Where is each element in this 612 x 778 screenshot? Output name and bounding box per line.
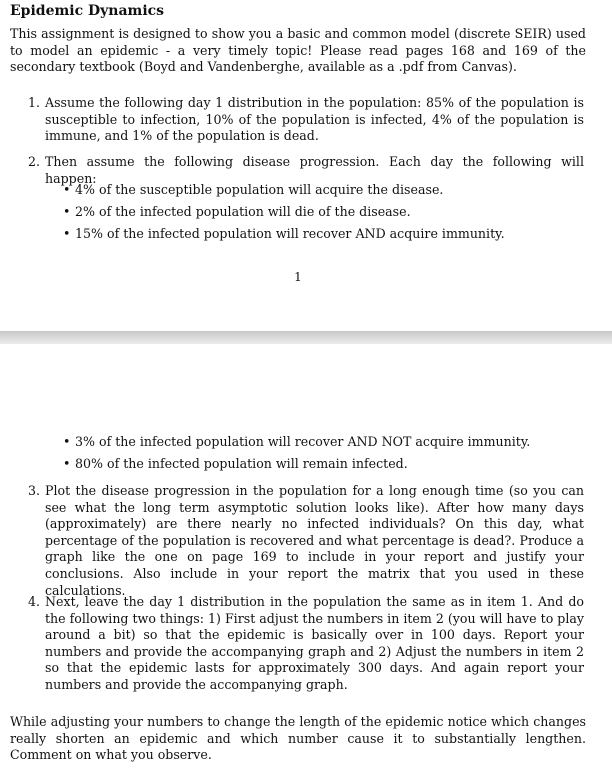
list-item-text: Plot the disease progression in the population for a long enough time (so you can see what the long term asymptotic solution looks like). After how many days (approximately) are there nearly no infected individuals? On this day, what percentage of the population is recovered and what percentage is dead?. Produce a graph like the one on page 169 to include in your report and justify your conclusions. Also include in your report the matrix that you used in these calculations. <box>45 483 584 598</box>
bullet-item <box>63 182 583 199</box>
bullet-icon: • <box>63 434 71 449</box>
list-item-3 <box>28 483 584 599</box>
bullet-text: 4% of the susceptible population will acquire the disease. <box>75 182 444 197</box>
bullet-icon: • <box>63 182 71 197</box>
list-item-text: Assume the following day 1 distribution in the population: 85% of the population is susceptible to infection, 10% of the population is infected, 4% of the population is immune, and 1% of the population is dead. <box>45 95 584 144</box>
page-number: 1 <box>294 270 302 284</box>
bullet-icon: • <box>63 456 71 471</box>
list-item-text: Then assume the following disease progression. Each day the following will happen: <box>45 154 584 186</box>
intro-paragraph: This assignment is designed to show you a basic and common model (discrete SEIR) used to model an epidemic - a very timely topic! Please read pages 168 and 169 of the secondary textbook (Boyd and Vandenberghe, available as a .pdf from Canvas). <box>10 26 586 75</box>
bullet-item <box>63 456 583 473</box>
bullet-icon: • <box>63 226 71 241</box>
list-item-4 <box>28 594 584 694</box>
list-item-number: 4. <box>28 594 41 609</box>
list-item-1 <box>28 95 584 145</box>
bullet-item <box>63 204 583 221</box>
list-item-number: 1. <box>28 95 41 110</box>
page-separator <box>0 331 612 344</box>
bullet-item <box>63 434 583 451</box>
document-title: Epidemic Dynamics <box>10 3 165 19</box>
bullet-icon: • <box>63 204 71 219</box>
bullet-text: 15% of the infected population will recover AND acquire immunity. <box>75 226 505 241</box>
closing-paragraph: While adjusting your numbers to change the length of the epidemic notice which changes really shorten an epidemic and which number cause it to substantially lengthen. Comment on what you observe. <box>10 714 586 763</box>
bullet-text: 2% of the infected population will die of the disease. <box>75 204 411 219</box>
bullet-text: 80% of the infected population will remain infected. <box>75 456 408 471</box>
list-item-number: 3. <box>28 483 41 498</box>
bullet-item <box>63 226 583 243</box>
list-item-text: Next, leave the day 1 distribution in the population the same as in item 1. And do the following two things: 1) First adjust the numbers in item 2 (you will have to play around a bit) so that the epidemic is basically over in 100 days. Report your numbers and provide the accompanying graph and 2) Adjust the numbers in item 2 so that the epidemic lasts for approximately 300 days. And again report your numbers and provide the accompanying graph. <box>45 594 584 692</box>
bullet-text: 3% of the infected population will recover AND NOT acquire immunity. <box>75 434 531 449</box>
list-item-number: 2. <box>28 154 41 169</box>
